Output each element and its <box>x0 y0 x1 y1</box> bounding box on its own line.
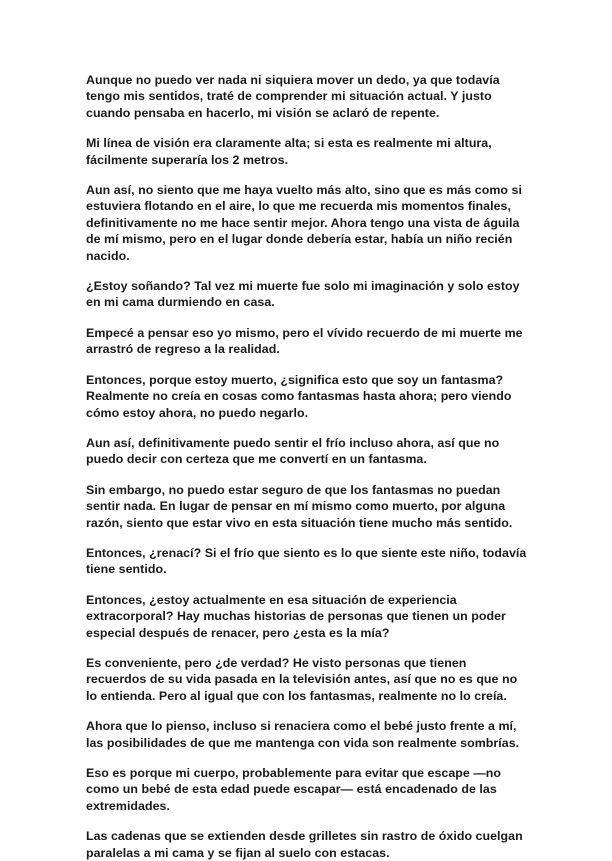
paragraph-4: ¿Estoy soñando? Tal vez mi muerte fue solo mi imaginación y solo estoy en mi cama durmiendo en casa. <box>86 279 520 310</box>
paragraph-7: Aun así, definitivamente puedo sentir el frío incluso ahora, así que no puedo decir con certeza que me convertí en un fantasma. <box>86 435 500 467</box>
paragraph-5: Empecé a pensar eso yo mismo, pero el vívido recuerdo de mi muerte me arrastró de regreso a la realidad. <box>86 325 523 357</box>
paragraph-10: Entonces, ¿estoy actualmente en esa situación de experiencia extracorporal? Hay muchas historias de personas que tienen un poder especial después de renacer, pero ¿esta es la mía? <box>86 592 506 640</box>
paragraph-9: Entonces, ¿renací? Si el frío que siento es lo que siente este niño, todavía tiene sentido. <box>86 545 527 577</box>
paragraph-11: Es conveniente, pero ¿de verdad? He visto personas que tienen recuerdos de su vida pasada en la televisión antes, así que no es que no lo entienda. Pero al igual que con los fantasmas, realmente no lo creía. <box>86 655 518 703</box>
paragraph-2: Mi línea de visión era claramente alta; si esta es realmente mi altura, fácilmente superaría los 2 metros. <box>86 136 492 167</box>
paragraph-13: Eso es porque mi cuerpo, probablemente para evitar que escape —no como un bebé de esta edad puede escapar— está encadenado de las extremidades. <box>86 766 502 813</box>
paragraph-3: Aun así, no siento que me haya vuelto más alto, sino que es más como si estuviera flotando en el aire, lo que me recuerda mis momentos finales, definitivamente no me hace sentir mejor. Ahora tengo una vista de águila de mí mismo, pero en el lugar donde debería estar, había un niño recién nacido. <box>86 183 522 263</box>
paragraph-8: Sin embargo, no puedo estar seguro de que los fantasmas no puedan sentir nada. En lugar de pensar en mí mismo como muerto, por alguna razón, siento que estar vivo en esta situación tiene mucho más sentido. <box>86 482 513 530</box>
paragraph-1: Aunque no puedo ver nada ni siquiera mover un dedo, ya que todavía tengo mis sentidos, traté de comprender mi situación actual. Y justo cuando pensaba en hacerlo, mi visión se aclaró de repente. <box>86 73 500 120</box>
paragraph-6: Entonces, porque estoy muerto, ¿significa esto que soy un fantasma? Realmente no creía en cosas como fantasmas hasta ahora; pero viendo cómo estoy ahora, no puedo negarlo. <box>86 372 512 420</box>
paragraph-12: Ahora que lo pienso, incluso si renaciera como el bebé justo frente a mí, las posibilidades de que me mantenga con vida son realmente sombrías. <box>86 719 520 750</box>
paragraph-14: Las cadenas que se extienden desde grilletes sin rastro de óxido cuelgan paralelas a mi cama y se fijan al suelo con estacas. <box>86 829 523 860</box>
